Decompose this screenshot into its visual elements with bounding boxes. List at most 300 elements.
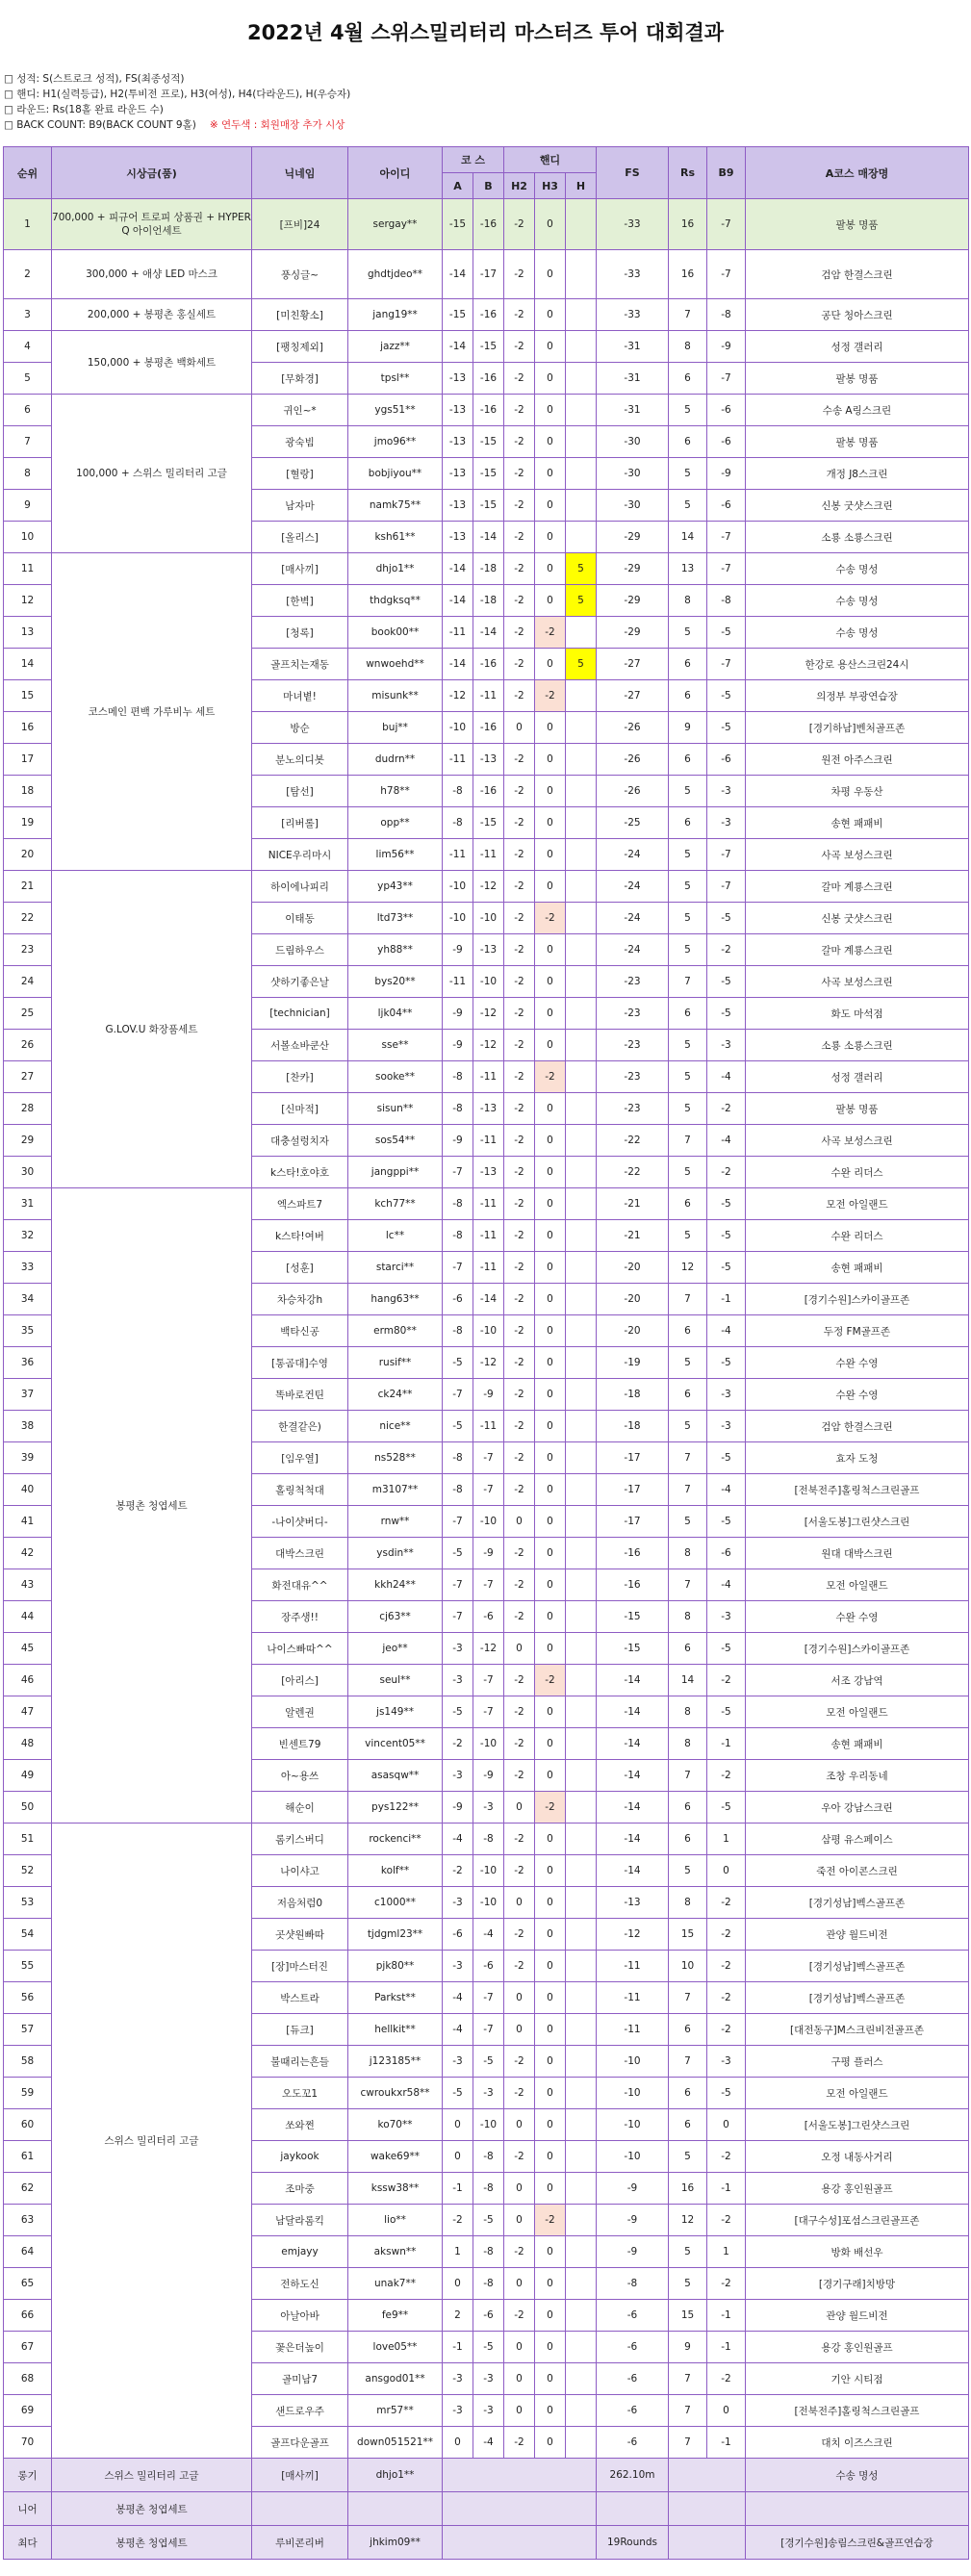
cell-h3: 0	[535, 998, 566, 1030]
cell-nick: [미친황소]	[252, 299, 348, 331]
cell-b9: -5	[707, 712, 746, 744]
cell-rank: 18	[4, 776, 52, 807]
cell-h2: -2	[504, 649, 535, 680]
cell-id: lim56**	[348, 839, 443, 871]
cell-rs: 6	[669, 426, 707, 458]
cell-h2: -2	[504, 807, 535, 839]
cell-a: -13	[443, 490, 473, 522]
cell-fs: -21	[597, 1188, 669, 1220]
cell-id: kolf**	[348, 1855, 443, 1887]
cell-h3: 0	[535, 744, 566, 776]
cell-b: -12	[473, 1633, 504, 1665]
cell-fs: -22	[597, 1157, 669, 1188]
cell-rank: 61	[4, 2141, 52, 2173]
cell-a: -8	[443, 1093, 473, 1125]
cell-fs: -31	[597, 363, 669, 395]
cell-nick: [한벽]	[252, 585, 348, 617]
cell-nick: -나이샷버디-	[252, 1506, 348, 1538]
cell-fs: -17	[597, 1506, 669, 1538]
cell-b9: -1	[707, 1728, 746, 1760]
cell-h2: -2	[504, 1665, 535, 1696]
cell-fs: -18	[597, 1411, 669, 1442]
cell-h3: 0	[535, 776, 566, 807]
cell-b9: -1	[707, 2332, 746, 2363]
cell-h2: -2	[504, 1442, 535, 1474]
cell-store: [대구수성]포섬스크린골프존	[746, 2205, 969, 2236]
cell-rs: 5	[669, 1855, 707, 1887]
header-b9: B9	[707, 147, 746, 199]
cell-id: ksh61**	[348, 522, 443, 553]
cell-h2: -2	[504, 680, 535, 712]
cell-rs: 5	[669, 2236, 707, 2268]
cell-b9: -5	[707, 998, 746, 1030]
cell-h	[566, 871, 597, 903]
special-fs: 19Rounds	[597, 2526, 669, 2560]
cell-h2: -2	[504, 966, 535, 998]
header-rs: Rs	[669, 147, 707, 199]
cell-id: ck24**	[348, 1379, 443, 1411]
cell-rank: 20	[4, 839, 52, 871]
cell-h3: 0	[535, 1855, 566, 1887]
cell-rs: 5	[669, 839, 707, 871]
cell-id: pys122**	[348, 1792, 443, 1824]
cell-fs: -15	[597, 1633, 669, 1665]
cell-h2: -2	[504, 1728, 535, 1760]
cell-h	[566, 490, 597, 522]
cell-b: -15	[473, 426, 504, 458]
cell-nick: 해순이	[252, 1792, 348, 1824]
cell-a: -13	[443, 522, 473, 553]
cell-h	[566, 1760, 597, 1792]
cell-nick: [올리스]	[252, 522, 348, 553]
cell-a: -9	[443, 1030, 473, 1061]
cell-h	[566, 2300, 597, 2332]
cell-h	[566, 2046, 597, 2078]
special-blank	[443, 2459, 597, 2492]
cell-h2: -2	[504, 426, 535, 458]
cell-b: -3	[473, 2363, 504, 2395]
cell-rank: 50	[4, 1792, 52, 1824]
cell-b: -13	[473, 1093, 504, 1125]
table-row	[4, 299, 969, 331]
cell-rs: 7	[669, 299, 707, 331]
cell-h2: -2	[504, 1220, 535, 1252]
cell-a: -5	[443, 2078, 473, 2109]
cell-nick: 남자마	[252, 490, 348, 522]
cell-store: 신봉 굿샷스크린	[746, 490, 969, 522]
results-table	[3, 146, 969, 2560]
cell-nick: [혈랑]	[252, 458, 348, 490]
cell-rs: 12	[669, 2205, 707, 2236]
cell-b9: -2	[707, 1887, 746, 1919]
cell-h3: 0	[535, 934, 566, 966]
cell-nick: emjayy	[252, 2236, 348, 2268]
cell-fs: -26	[597, 712, 669, 744]
special-prize: 봉평촌 청엽세트	[52, 2492, 252, 2526]
cell-b9: -4	[707, 1569, 746, 1601]
cell-fs: -14	[597, 1855, 669, 1887]
cell-rank: 33	[4, 1252, 52, 1284]
cell-b: -9	[473, 1538, 504, 1569]
cell-b: -3	[473, 2395, 504, 2427]
cell-h3: 0	[535, 2427, 566, 2459]
cell-a: -7	[443, 1252, 473, 1284]
cell-h2: 0	[504, 2109, 535, 2141]
cell-b9: 0	[707, 2395, 746, 2427]
cell-store: 모전 아일랜드	[746, 1569, 969, 1601]
cell-b: -8	[473, 1824, 504, 1855]
cell-h3: 0	[535, 363, 566, 395]
cell-b: -5	[473, 2046, 504, 2078]
cell-b9: -7	[707, 649, 746, 680]
cell-rank: 14	[4, 649, 52, 680]
cell-rank: 25	[4, 998, 52, 1030]
cell-id: yp43**	[348, 871, 443, 903]
cell-h2: -2	[504, 363, 535, 395]
special-nick	[252, 2492, 348, 2526]
cell-id: ygs51**	[348, 395, 443, 426]
cell-store: [전북전주]홀링척스크린골프	[746, 2395, 969, 2427]
cell-fs: -14	[597, 1792, 669, 1824]
cell-rank: 30	[4, 1157, 52, 1188]
cell-a: -6	[443, 1919, 473, 1951]
cell-rank: 1	[4, 199, 52, 250]
cell-store: 화도 마석점	[746, 998, 969, 1030]
cell-h2: -2	[504, 1919, 535, 1951]
cell-nick: [팽칭제외]	[252, 331, 348, 363]
cell-id: kch77**	[348, 1188, 443, 1220]
cell-h2: -2	[504, 250, 535, 299]
cell-h2: -2	[504, 1538, 535, 1569]
cell-store: 수송 명성	[746, 585, 969, 617]
cell-b: -7	[473, 1474, 504, 1506]
cell-b: -6	[473, 1951, 504, 1982]
cell-id: jmo96**	[348, 426, 443, 458]
cell-rs: 6	[669, 2014, 707, 2046]
cell-h2: -2	[504, 1474, 535, 1506]
cell-h	[566, 2427, 597, 2459]
cell-a: -9	[443, 998, 473, 1030]
cell-id: kssw38**	[348, 2173, 443, 2205]
cell-rank: 48	[4, 1728, 52, 1760]
cell-h2: -2	[504, 299, 535, 331]
cell-a: -14	[443, 250, 473, 299]
cell-a: -13	[443, 458, 473, 490]
cell-fs: -10	[597, 2141, 669, 2173]
cell-h3: -2	[535, 617, 566, 649]
cell-b9: -3	[707, 1411, 746, 1442]
cell-h3: -2	[535, 903, 566, 934]
cell-a: -4	[443, 2014, 473, 2046]
cell-nick: jaykook	[252, 2141, 348, 2173]
cell-rs: 6	[669, 1379, 707, 1411]
cell-store: 수완 수영	[746, 1601, 969, 1633]
cell-h2: -2	[504, 490, 535, 522]
cell-b9: -7	[707, 839, 746, 871]
cell-store: 사곡 보성스크린	[746, 839, 969, 871]
cell-id: c1000**	[348, 1887, 443, 1919]
cell-rs: 5	[669, 1157, 707, 1188]
cell-b9: -4	[707, 1125, 746, 1157]
cell-a: -15	[443, 199, 473, 250]
cell-h2: -2	[504, 1696, 535, 1728]
cell-nick: 알렌권	[252, 1696, 348, 1728]
cell-rs: 5	[669, 395, 707, 426]
cell-h3: 0	[535, 1157, 566, 1188]
cell-store: 효자 도청	[746, 1442, 969, 1474]
cell-fs: -24	[597, 934, 669, 966]
cell-id: js149**	[348, 1696, 443, 1728]
cell-h3: 0	[535, 490, 566, 522]
cell-prize: 코스메인 편백 가루비누 세트	[52, 553, 252, 871]
cell-h	[566, 1982, 597, 2014]
cell-fs: -23	[597, 998, 669, 1030]
cell-h	[566, 1379, 597, 1411]
header-nick: 닉네임	[252, 147, 348, 199]
cell-h3: -2	[535, 1665, 566, 1696]
cell-prize: 스위스 밀리터리 고글	[52, 1824, 252, 2459]
cell-b9: -2	[707, 1951, 746, 1982]
cell-rs: 6	[669, 1792, 707, 1824]
cell-h3: 0	[535, 250, 566, 299]
cell-h	[566, 1315, 597, 1347]
cell-h3: 0	[535, 2046, 566, 2078]
cell-prize: 300,000 + 애샹 LED 마스크	[52, 250, 252, 299]
cell-rank: 43	[4, 1569, 52, 1601]
cell-rs: 6	[669, 1633, 707, 1665]
cell-fs: -8	[597, 2268, 669, 2300]
cell-rank: 31	[4, 1188, 52, 1220]
cell-h2: -2	[504, 1824, 535, 1855]
cell-h	[566, 966, 597, 998]
cell-a: 1	[443, 2236, 473, 2268]
header-b: B	[473, 173, 504, 199]
cell-a: -8	[443, 1061, 473, 1093]
cell-b: -13	[473, 744, 504, 776]
special-fs	[597, 2492, 669, 2526]
cell-rs: 9	[669, 712, 707, 744]
header-store: A코스 매장명	[746, 147, 969, 199]
cell-nick: 대박스크린	[252, 1538, 348, 1569]
cell-prize: 100,000 + 스위스 밀리터리 고글	[52, 395, 252, 553]
cell-id: ns528**	[348, 1442, 443, 1474]
cell-store: [경기수원]스카이골프존	[746, 1284, 969, 1315]
cell-h3: 0	[535, 458, 566, 490]
cell-h2: -2	[504, 331, 535, 363]
cell-h2: -2	[504, 2141, 535, 2173]
cell-h3: 0	[535, 1411, 566, 1442]
cell-h3: 0	[535, 2395, 566, 2427]
cell-rs: 6	[669, 649, 707, 680]
cell-b9: -6	[707, 490, 746, 522]
cell-rank: 3	[4, 299, 52, 331]
cell-b: -3	[473, 1792, 504, 1824]
cell-id: love05**	[348, 2332, 443, 2363]
cell-fs: -10	[597, 2109, 669, 2141]
cell-id: rusif**	[348, 1347, 443, 1379]
cell-h	[566, 1728, 597, 1760]
cell-fs: -9	[597, 2205, 669, 2236]
table-row	[4, 1824, 969, 1855]
cell-rank: 12	[4, 585, 52, 617]
cell-store: 오정 내동사거리	[746, 2141, 969, 2173]
cell-rank: 54	[4, 1919, 52, 1951]
cell-store: 수완 수영	[746, 1347, 969, 1379]
cell-store: 구평 플러스	[746, 2046, 969, 2078]
cell-b: -18	[473, 553, 504, 585]
special-row	[4, 2492, 969, 2526]
cell-store: [경기수원]스카이골프존	[746, 1633, 969, 1665]
cell-id: starci**	[348, 1252, 443, 1284]
cell-b9: -3	[707, 776, 746, 807]
cell-store: 성정 갤러리	[746, 1061, 969, 1093]
cell-rank: 62	[4, 2173, 52, 2205]
cell-nick: [장]마스터진	[252, 1951, 348, 1982]
special-blank	[443, 2492, 597, 2526]
cell-fs: -12	[597, 1919, 669, 1951]
table-row	[4, 199, 969, 250]
cell-rs: 13	[669, 553, 707, 585]
cell-h3: 0	[535, 1538, 566, 1569]
cell-prize: 150,000 + 봉평촌 백화세트	[52, 331, 252, 395]
cell-store: 관양 월드비전	[746, 2300, 969, 2332]
cell-rs: 5	[669, 871, 707, 903]
cell-h2: -2	[504, 1125, 535, 1157]
cell-a: 0	[443, 2268, 473, 2300]
cell-rs: 7	[669, 1284, 707, 1315]
special-fs: 262.10m	[597, 2459, 669, 2492]
cell-rs: 8	[669, 331, 707, 363]
cell-nick: 롬키스버디	[252, 1824, 348, 1855]
cell-rs: 7	[669, 966, 707, 998]
cell-h	[566, 1919, 597, 1951]
cell-h	[566, 395, 597, 426]
cell-h3: 0	[535, 2268, 566, 2300]
cell-prize: G.LOV.U 화장품세트	[52, 871, 252, 1188]
cell-h	[566, 1855, 597, 1887]
cell-store: [대전동구]M스크린비전골프존	[746, 2014, 969, 2046]
cell-id: kkh24**	[348, 1569, 443, 1601]
cell-nick: 홀링척척대	[252, 1474, 348, 1506]
cell-nick: 나이샤고	[252, 1855, 348, 1887]
cell-a: -14	[443, 553, 473, 585]
cell-a: -6	[443, 1284, 473, 1315]
cell-rank: 16	[4, 712, 52, 744]
cell-fs: -24	[597, 903, 669, 934]
cell-b9: -2	[707, 2268, 746, 2300]
cell-fs: -11	[597, 1982, 669, 2014]
cell-b: -7	[473, 1442, 504, 1474]
cell-rs: 14	[669, 522, 707, 553]
cell-h2: -2	[504, 1315, 535, 1347]
cell-id: jangppi**	[348, 1157, 443, 1188]
legend-line: □ 핸디: H1(실력등급), H2(투비전 프로), H3(여성), H4(다라운드), H(우승자)	[4, 89, 351, 100]
cell-store: [경기하남]벤처골프존	[746, 712, 969, 744]
cell-h	[566, 1538, 597, 1569]
cell-h2: 0	[504, 1506, 535, 1538]
cell-b9: -3	[707, 2046, 746, 2078]
cell-a: -11	[443, 966, 473, 998]
cell-h	[566, 1506, 597, 1538]
page-title: 2022년 4월 스위스밀리터리 마스터즈 투어 대회결과	[246, 21, 725, 44]
legend-line	[4, 117, 350, 133]
cell-rs: 7	[669, 2395, 707, 2427]
cell-id: yh88**	[348, 934, 443, 966]
cell-rank: 8	[4, 458, 52, 490]
cell-fs: -24	[597, 839, 669, 871]
cell-h2: -2	[504, 522, 535, 553]
cell-id: sos54**	[348, 1125, 443, 1157]
cell-b9: -6	[707, 426, 746, 458]
cell-h	[566, 1633, 597, 1665]
cell-h	[566, 1284, 597, 1315]
cell-b: -7	[473, 1982, 504, 2014]
cell-a: -3	[443, 1633, 473, 1665]
cell-h	[566, 2014, 597, 2046]
cell-b: -10	[473, 1855, 504, 1887]
cell-store: 공단 청아스크린	[746, 299, 969, 331]
cell-h3: 0	[535, 2078, 566, 2109]
cell-h3: 0	[535, 1125, 566, 1157]
cell-b9: -2	[707, 1982, 746, 2014]
cell-b: -16	[473, 649, 504, 680]
cell-a: -10	[443, 871, 473, 903]
cell-id: opp**	[348, 807, 443, 839]
cell-b9: -5	[707, 1220, 746, 1252]
cell-rs: 5	[669, 1220, 707, 1252]
special-store	[746, 2492, 969, 2526]
cell-b9: 1	[707, 2236, 746, 2268]
header-prize: 시상금(품)	[52, 147, 252, 199]
cell-id: hellkit**	[348, 2014, 443, 2046]
cell-a: -1	[443, 2332, 473, 2363]
cell-h	[566, 1252, 597, 1284]
cell-a: -11	[443, 617, 473, 649]
cell-rs: 5	[669, 458, 707, 490]
cell-h3: 0	[535, 871, 566, 903]
header-rank: 순위	[4, 147, 52, 199]
cell-rank: 51	[4, 1824, 52, 1855]
cell-h	[566, 1157, 597, 1188]
cell-id: sooke**	[348, 1061, 443, 1093]
special-label: 니어	[4, 2492, 52, 2526]
cell-rs: 6	[669, 363, 707, 395]
legend	[4, 71, 350, 133]
cell-h	[566, 807, 597, 839]
cell-rank: 64	[4, 2236, 52, 2268]
cell-fs: -29	[597, 553, 669, 585]
cell-b: -16	[473, 712, 504, 744]
cell-h2: -2	[504, 1951, 535, 1982]
cell-h3: 0	[535, 1951, 566, 1982]
cell-id: bobjiyou**	[348, 458, 443, 490]
cell-h	[566, 1030, 597, 1061]
cell-nick: 전하도신	[252, 2268, 348, 2300]
cell-h2: -2	[504, 553, 535, 585]
cell-a: -13	[443, 363, 473, 395]
cell-id: tjdgml23**	[348, 1919, 443, 1951]
cell-h2: -2	[504, 1569, 535, 1601]
legend-note: ※ 연두색 : 회원매장 추가 시상	[209, 119, 345, 131]
cell-store: 신봉 굿샷스크린	[746, 903, 969, 934]
cell-b: -12	[473, 871, 504, 903]
cell-b: -11	[473, 1188, 504, 1220]
cell-b: -11	[473, 1061, 504, 1093]
cell-fs: -22	[597, 1125, 669, 1157]
cell-fs: -17	[597, 1474, 669, 1506]
cell-rs: 8	[669, 1601, 707, 1633]
cell-h	[566, 522, 597, 553]
